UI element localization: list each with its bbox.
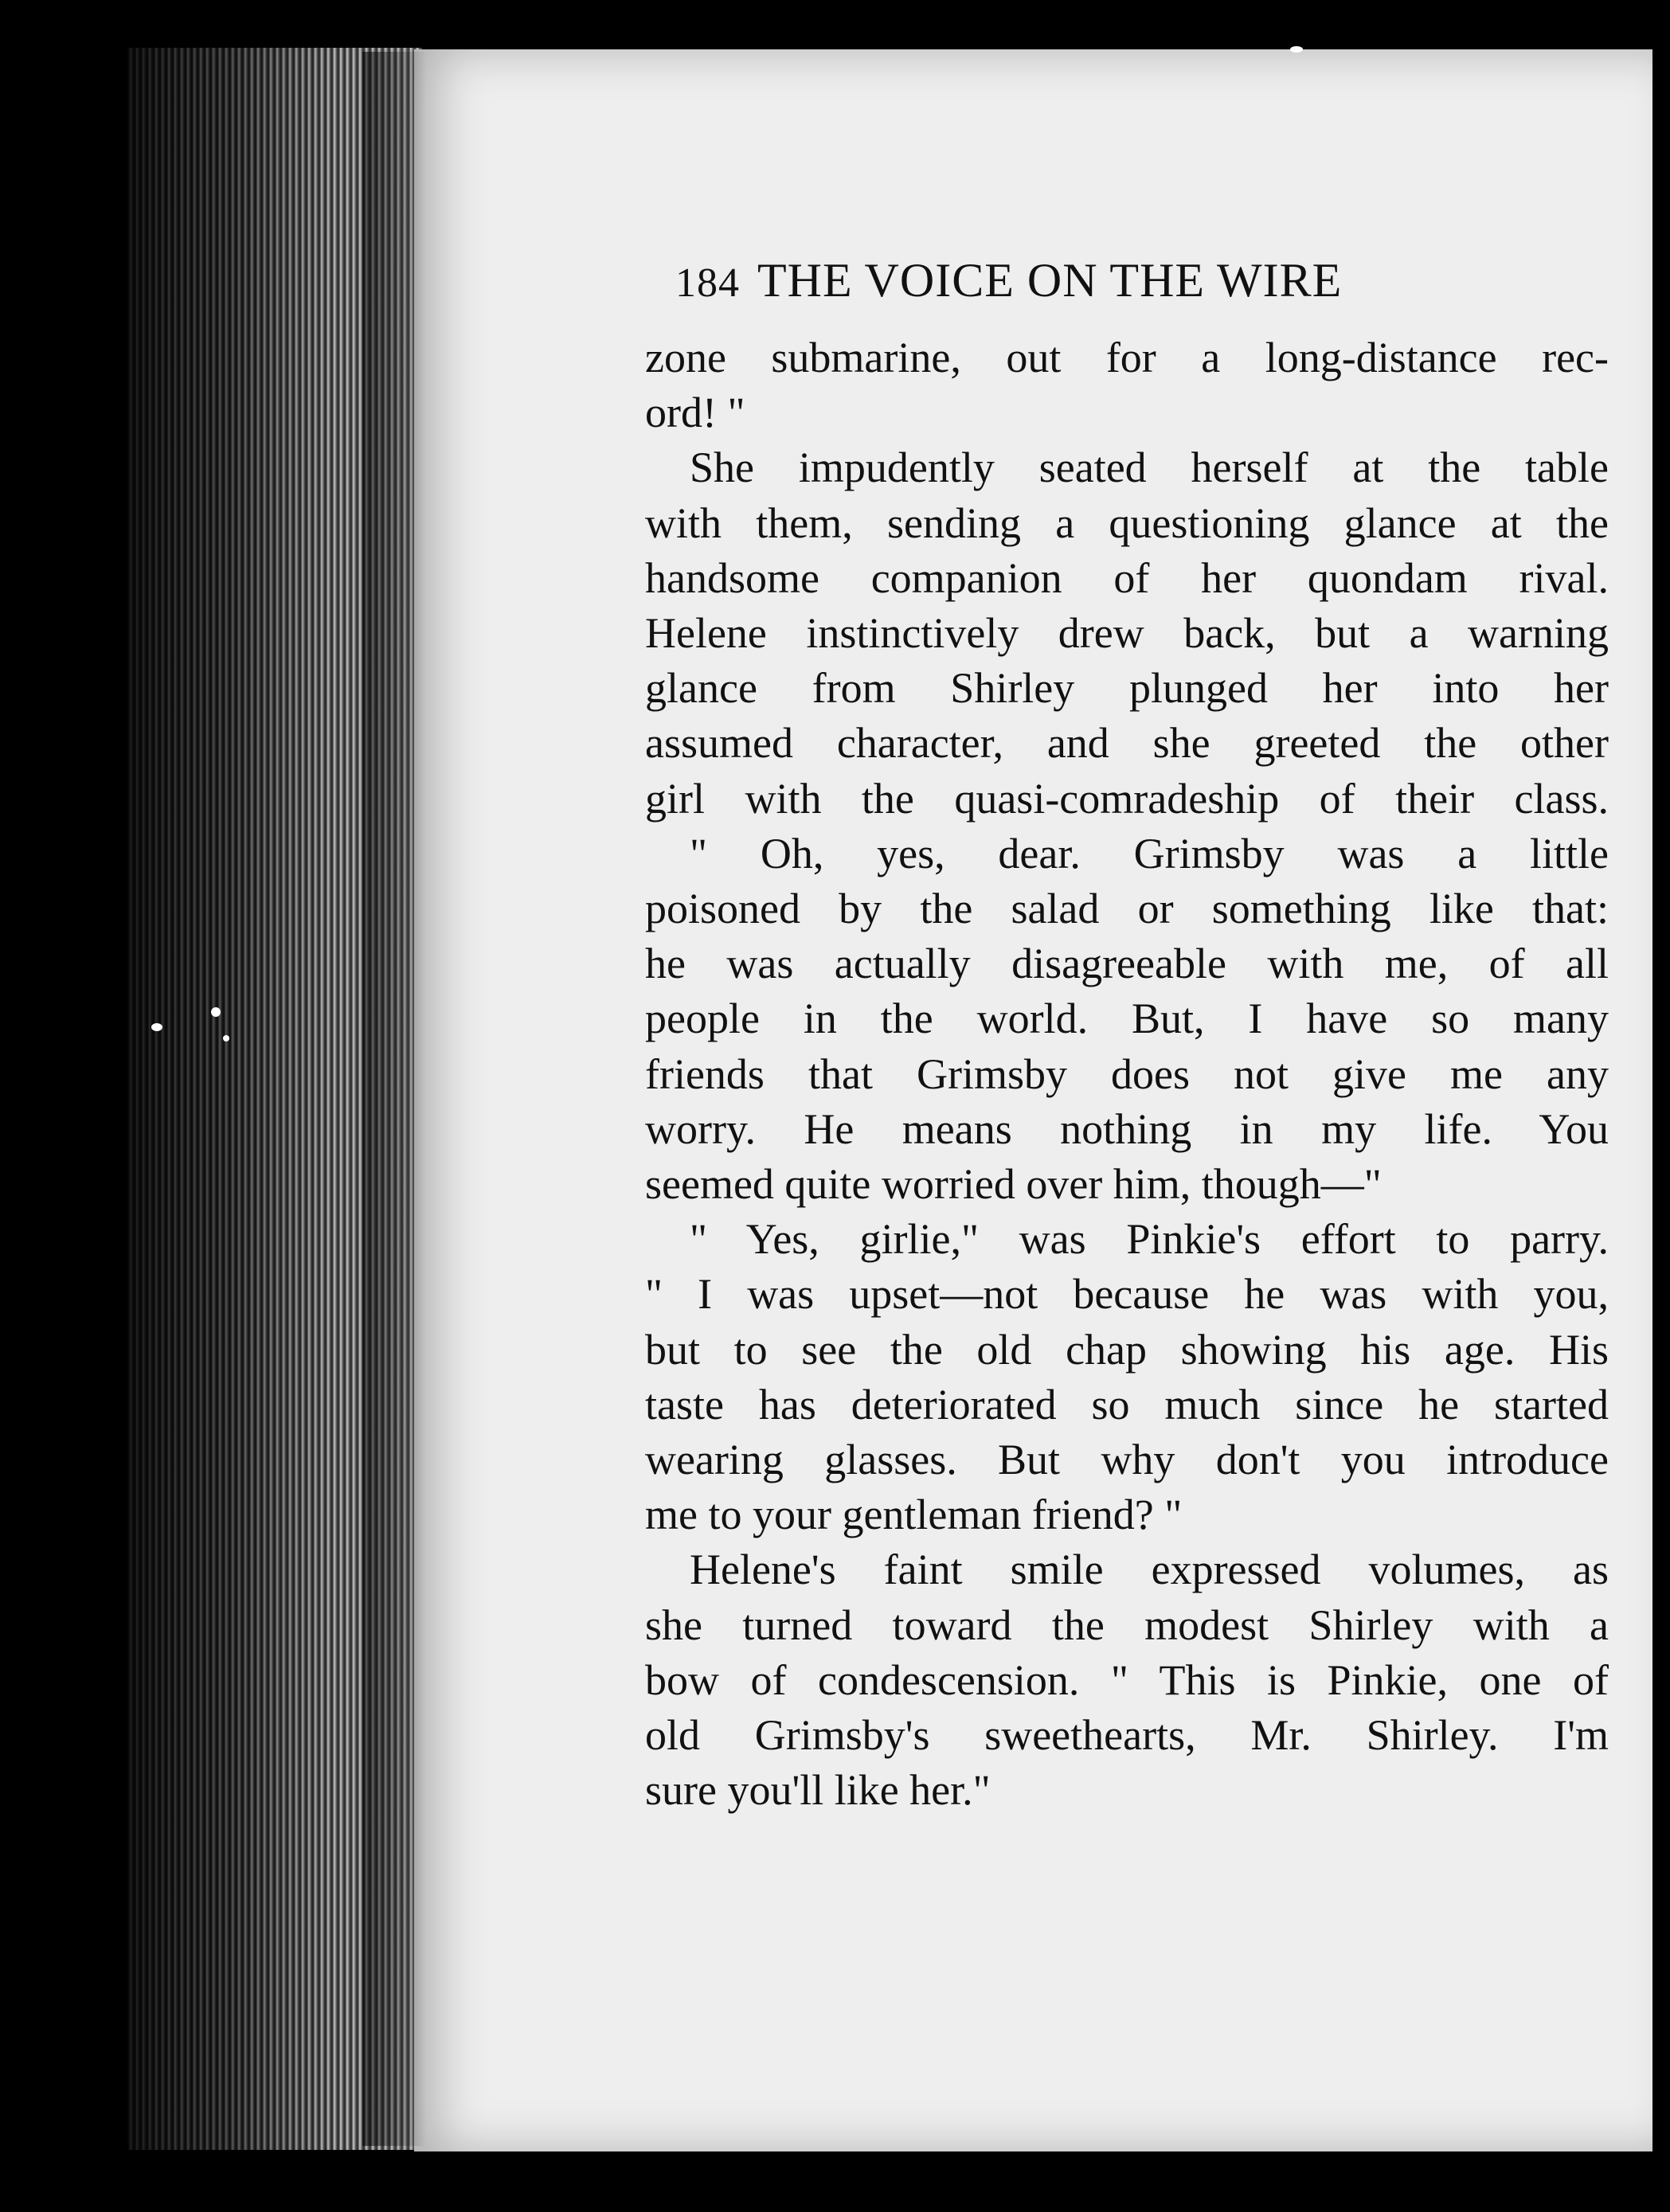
text-line: glance from Shirley plunged her into her [645, 664, 1609, 713]
text-line: girl with the quasi-comradeship of their class. [645, 774, 1609, 823]
text-line: wearing glasses. But why don't you introduce [645, 1436, 1609, 1484]
text-line: " I was upset—not because he was with you, [645, 1270, 1609, 1319]
paragraph-3 [645, 827, 1609, 1212]
text-line: " Yes, girlie," was Pinkie's effort to parry. [690, 1215, 1609, 1264]
text-line: seemed quite worried over him, though—" [645, 1160, 1382, 1209]
paragraph-4 [645, 1212, 1609, 1542]
text-line: sure you'll like her." [645, 1766, 991, 1815]
text-line: worry. He means nothing in my life. You [645, 1104, 1609, 1153]
text-line: poisoned by the salad or something like that: [645, 885, 1609, 933]
text-line: assumed character, and she greeted the other [645, 719, 1609, 768]
text-line: bow of condescension. " This is Pinkie, one of [645, 1655, 1609, 1704]
text-line: zone submarine, out for a long-distance rec- [645, 334, 1609, 381]
text-line: people in the world. But, I have so many [645, 995, 1609, 1043]
text-line: me to your gentleman friend? " [645, 1491, 1183, 1539]
text-line: friends that Grimsby does not give me any [645, 1049, 1609, 1098]
page-number: 184 [675, 260, 740, 306]
text-line: taste has deteriorated so much since he started [645, 1380, 1609, 1428]
text-line: Helene's faint smile expressed volumes, as [690, 1546, 1609, 1594]
running-title: THE VOICE ON THE WIRE [757, 254, 1343, 307]
scan-right-border [1652, 0, 1670, 2212]
text-line: old Grimsby's sweethearts, Mr. Shirley. I'm [645, 1711, 1609, 1760]
text-line: handsome companion of her quondam rival. [645, 553, 1609, 602]
text-line: she turned toward the modest Shirley with a [645, 1600, 1609, 1649]
text-line: ord! " [645, 389, 745, 437]
text-line: Helene instinctively drew back, but a warning [645, 609, 1609, 658]
paragraph-5 [645, 1542, 1609, 1818]
text-line: " Oh, yes, dear. Grimsby was a little [690, 829, 1609, 877]
paragraph-1 [645, 330, 1609, 440]
body-text [645, 330, 1609, 1818]
gutter-shadow [362, 52, 426, 2146]
text-line: She impudently seated herself at the table [690, 444, 1609, 492]
running-head [675, 253, 1527, 309]
text-line: with them, sending a questioning glance at the [645, 498, 1609, 547]
text-line: he was actually disagreeable with me, of all [645, 940, 1609, 988]
paragraph-2 [645, 440, 1609, 826]
text-line: but to see the old chap showing his age. His [645, 1325, 1609, 1374]
